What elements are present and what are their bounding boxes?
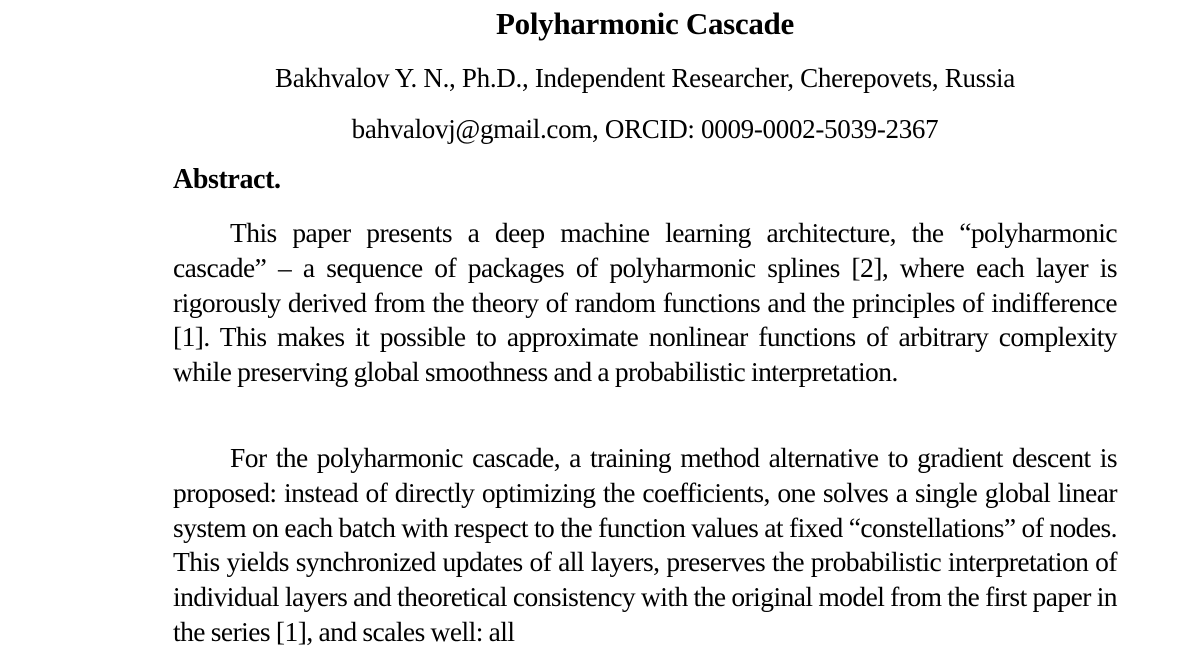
abstract-heading: Abstract. bbox=[173, 164, 281, 195]
author-affiliation: Bakhvalov Y. N., Ph.D., Independent Researcher, Cherepovets, Russia bbox=[275, 63, 1015, 93]
author-contact: bahvalovj@gmail.com, ORCID: 0009-0002-5039-2367 bbox=[351, 114, 939, 144]
abstract-paragraph-1: This paper presents a deep machine learning architecture, the “polyharmonic cascade” – a sequence of packages of polyharmonic splines [2], where each layer is rigorously derived from the theory of random functions and the principles of indifference [1]. This makes it possible to approximate nonlinear functions of arbitrary complexity while preserving global smoothness and a probabilistic interpretation. bbox=[173, 217, 1117, 388]
paper-title: Polyharmonic Cascade bbox=[496, 6, 794, 41]
abstract-paragraph-2: For the polyharmonic cascade, a training method alternative to gradient descent is proposed: instead of directly optimizing the coefficients, one solves a single global linear system on each batch with respect to the function values at fixed “constellations” of nodes. This yields synchronized updates of all layers, preserves the probabilistic interpretation of individual layers and theoretical consistency with the original model from the first paper in the series [1], and scales well: all bbox=[173, 442, 1117, 647]
